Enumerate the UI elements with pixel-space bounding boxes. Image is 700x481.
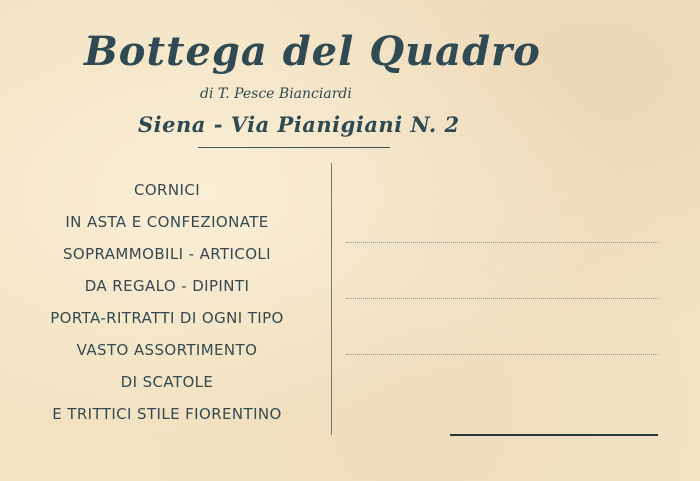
offer-list bbox=[22, 174, 312, 430]
offer-line: E TRITTICI STILE FIORENTINO bbox=[52, 405, 282, 423]
offer-line: IN ASTA E CONFEZIONATE bbox=[65, 213, 269, 231]
vertical-divider bbox=[331, 163, 332, 435]
offer-line: DA REGALO - DIPINTI bbox=[84, 277, 250, 295]
address-line bbox=[346, 298, 658, 299]
shop-name-heading: Bottega del Quadro bbox=[84, 28, 541, 75]
address-line bbox=[346, 242, 658, 243]
offer-line: PORTA-RITRATTI DI OGNI TIPO bbox=[50, 309, 284, 327]
shop-address: Siena - Via Pianigiani N. 2 bbox=[138, 112, 460, 137]
address-line bbox=[346, 354, 658, 355]
offer-line: VASTO ASSORTIMENTO bbox=[76, 341, 258, 359]
owner-line: di T. Pesce Bianciardi bbox=[200, 86, 352, 102]
address-line-solid bbox=[450, 434, 658, 436]
header-underline bbox=[198, 147, 390, 148]
offer-line: CORNICI bbox=[133, 181, 201, 199]
offer-line: DI SCATOLE bbox=[120, 373, 214, 391]
offer-line: SOPRAMMOBILI - ARTICOLI bbox=[62, 245, 272, 263]
